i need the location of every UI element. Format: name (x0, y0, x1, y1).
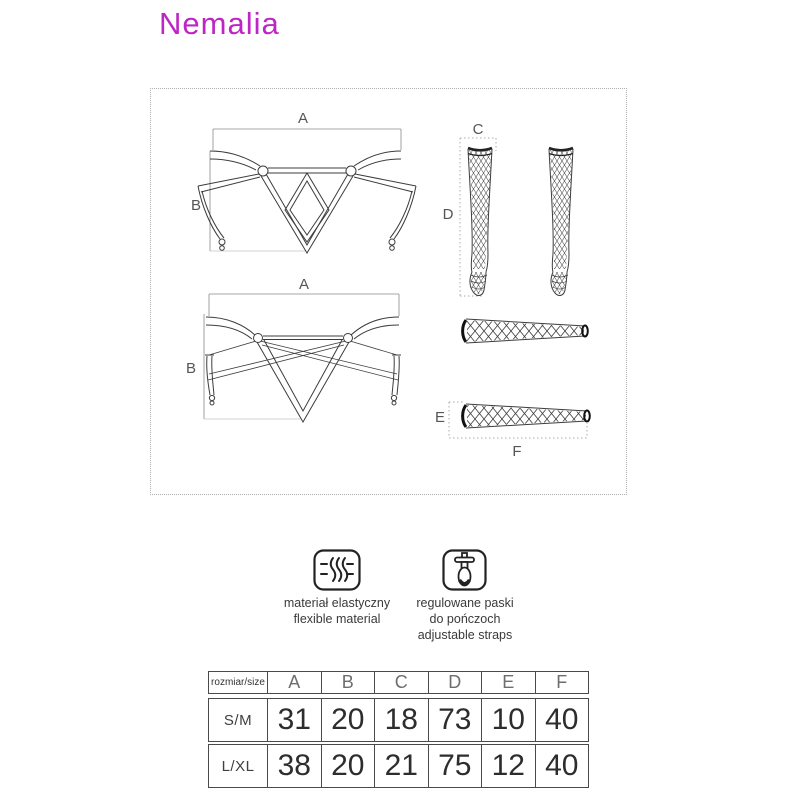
table-row-sm (208, 698, 589, 742)
caption-line: regulowane paski (416, 596, 514, 610)
column-header-f: F (535, 672, 589, 693)
garter-back-view (186, 276, 401, 422)
dim-label-front-a: A (297, 110, 309, 127)
column-header-a: A (267, 672, 321, 693)
table-cell: 40 (535, 699, 589, 741)
dim-label-d: D (442, 206, 454, 223)
page-title: Nemalia (159, 6, 280, 41)
garter-front-view (191, 110, 416, 253)
table-cell: 75 (428, 745, 482, 787)
table-cell: 21 (374, 745, 428, 787)
column-header-c: C (374, 672, 428, 693)
row-label-lxl: L/XL (221, 757, 255, 775)
caption-line: do pończoch (429, 612, 501, 626)
elastic-material-icon (313, 549, 361, 591)
adjustable-straps-icon (442, 549, 487, 591)
dim-label-e: E (434, 409, 446, 426)
size-table (208, 671, 589, 790)
table-cell: 38 (267, 745, 321, 787)
dim-label-f: F (512, 443, 522, 460)
table-cell: 40 (535, 745, 589, 787)
table-cell: 20 (321, 745, 375, 787)
table-corner-label: rozmiar/size (211, 677, 265, 688)
caption-line: materiał elastyczny (283, 596, 391, 610)
feature-caption-straps (395, 595, 535, 643)
column-header-e: E (481, 672, 535, 693)
column-header-d: D (428, 672, 482, 693)
table-cell: 31 (267, 699, 321, 741)
row-label-sm: S/M (223, 711, 253, 729)
column-header-b: B (321, 672, 375, 693)
table-cell: 12 (481, 745, 535, 787)
feature-adjustable-straps (442, 549, 487, 596)
dim-label-c: C (472, 121, 484, 138)
table-cell: 73 (428, 699, 482, 741)
stockings-drawing (443, 121, 573, 296)
table-cell: 18 (374, 699, 428, 741)
caption-line: flexible material (293, 612, 381, 626)
caption-line: adjustable straps (417, 628, 513, 642)
feature-caption-elastic (267, 595, 407, 627)
table-cell: 10 (481, 699, 535, 741)
feature-elastic-material (313, 549, 361, 596)
table-cell: 20 (321, 699, 375, 741)
technical-drawing-panel (150, 88, 627, 495)
table-row-lxl (208, 744, 589, 788)
stocking-top-tubes (435, 319, 590, 460)
dim-label-back-a: A (298, 276, 310, 293)
technical-drawing-svg (151, 89, 626, 494)
dim-label-back-b: B (185, 360, 197, 377)
size-table-header (208, 671, 589, 694)
dim-label-front-b: B (190, 197, 202, 214)
